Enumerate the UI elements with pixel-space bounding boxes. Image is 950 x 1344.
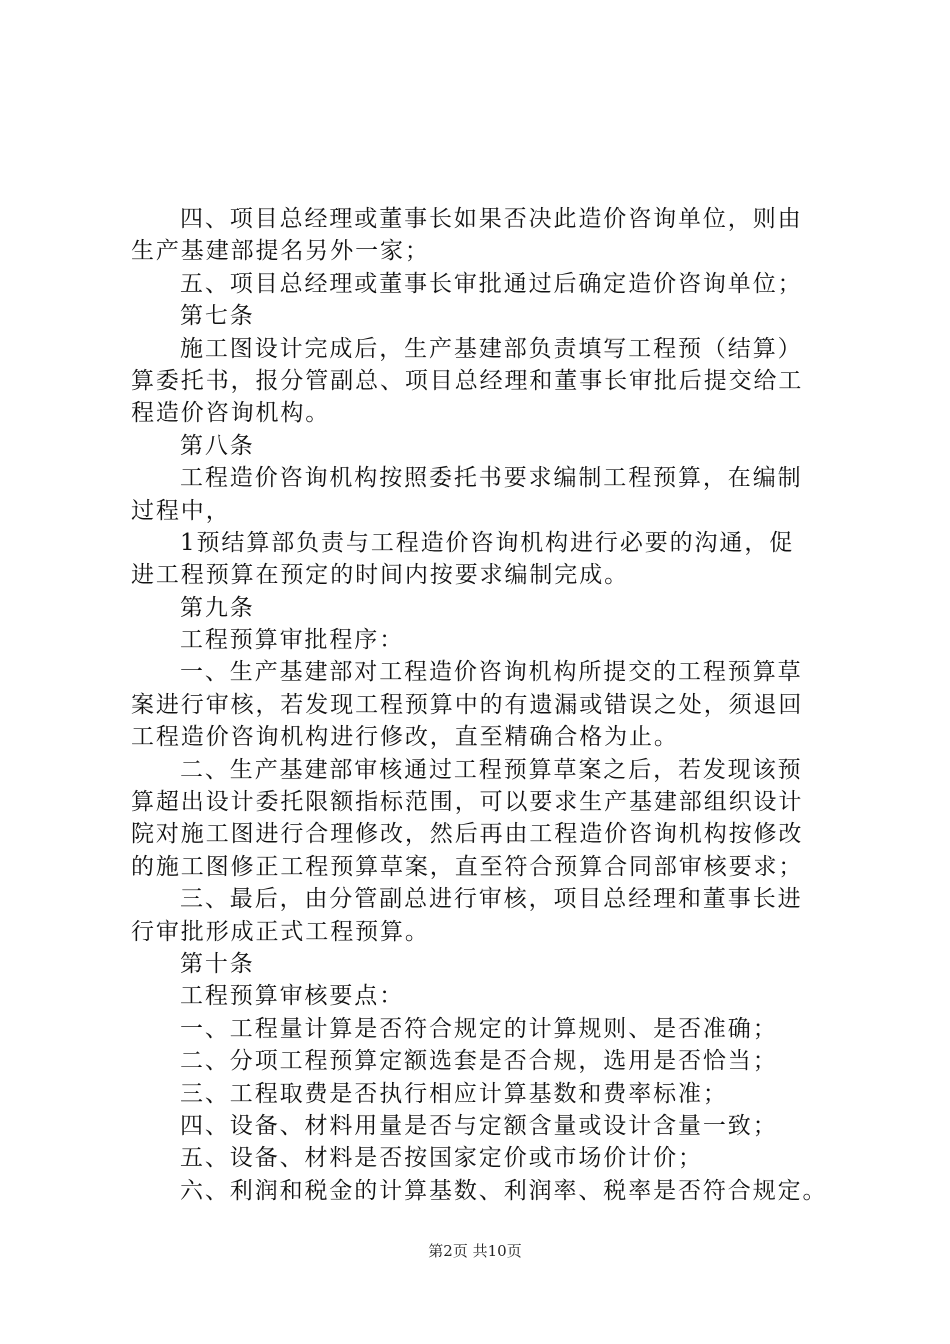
paragraph-line: 一、生产基建部对工程造价咨询机构所提交的工程预算草 bbox=[180, 659, 803, 686]
paragraph-line: 六、利润和税金的计算基数、利润率、税率是否符合规定。 bbox=[180, 1177, 828, 1204]
article-heading: 第七条 bbox=[180, 303, 255, 330]
paragraph-line: 进工程预算在预定的时间内按要求编制完成。 bbox=[131, 562, 629, 589]
paragraph-line: 案进行审核，若发现工程预算中的有遗漏或错误之处，须退回 bbox=[131, 691, 804, 718]
paragraph-line: 二、生产基建部审核通过工程预算草案之后，若发现该预 bbox=[180, 756, 803, 783]
paragraph-line: 过程中， bbox=[131, 497, 231, 524]
paragraph-line: 生产基建部提名另外一家； bbox=[131, 238, 430, 265]
paragraph-line: 五、设备、材料是否按国家定价或市场价计价； bbox=[180, 1145, 703, 1172]
paragraph-line: 院对施工图进行合理修改，然后再由工程造价咨询机构按修改 bbox=[131, 821, 804, 848]
paragraph-line: 一、工程量计算是否符合规定的计算规则、是否准确； bbox=[180, 1015, 778, 1042]
paragraph-line: 工程预算审批程序： bbox=[180, 627, 405, 654]
paragraph-line: 算超出设计委托限额指标范围，可以要求生产基建部组织设计 bbox=[131, 789, 804, 816]
article-heading: 第八条 bbox=[180, 432, 255, 459]
document-body bbox=[131, 203, 841, 1207]
paragraph-line: 工程造价咨询机构按照委托书要求编制工程预算，在编制 bbox=[180, 465, 803, 492]
paragraph-line: 五、项目总经理或董事长审批通过后确定造价咨询单位； bbox=[180, 270, 803, 297]
paragraph-line: 1预结算部负责与工程造价咨询机构进行必要的沟通，促 bbox=[180, 529, 795, 556]
article-heading: 第十条 bbox=[180, 950, 255, 977]
paragraph-line: 工程预算审核要点： bbox=[180, 983, 405, 1010]
paragraph-line: 二、分项工程预算定额选套是否合规，选用是否恰当； bbox=[180, 1048, 778, 1075]
paragraph-line: 行审批形成正式工程预算。 bbox=[131, 918, 430, 945]
paragraph-line: 四、设备、材料用量是否与定额含量或设计含量一致； bbox=[180, 1112, 778, 1139]
article-heading: 第九条 bbox=[180, 594, 255, 621]
paragraph-line: 三、工程取费是否执行相应计算基数和费率标准； bbox=[180, 1080, 728, 1107]
paragraph-line: 算委托书，报分管副总、项目总经理和董事长审批后提交给工 bbox=[131, 367, 804, 394]
paragraph-line: 工程造价咨询机构进行修改，直至精确合格为止。 bbox=[131, 724, 679, 751]
paragraph-line: 施工图设计完成后，生产基建部负责填写工程预（结算） bbox=[180, 335, 803, 362]
paragraph-line: 程造价咨询机构。 bbox=[131, 400, 331, 427]
page-number-footer: 第2页 共10页 bbox=[428, 1242, 522, 1260]
paragraph-line: 三、最后，由分管副总进行审核，项目总经理和董事长进 bbox=[180, 886, 803, 913]
paragraph-line: 四、项目总经理或董事长如果否决此造价咨询单位，则由 bbox=[180, 206, 803, 232]
paragraph-line: 的施工图修正工程预算草案，直至符合预算合同部审核要求； bbox=[131, 853, 804, 880]
